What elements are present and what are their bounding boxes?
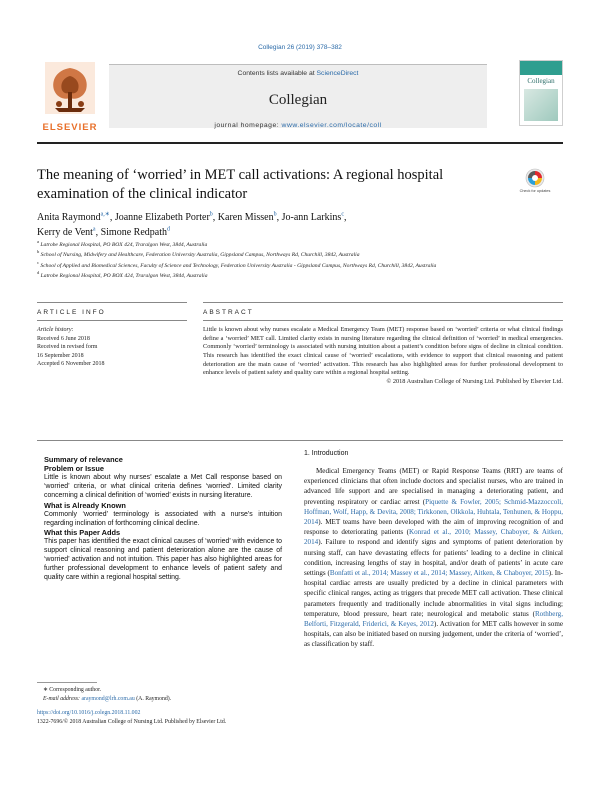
contents-available-line xyxy=(109,70,487,77)
history-line: Received 6 June 2018 xyxy=(37,335,90,342)
email-suffix: (A. Raymond). xyxy=(136,695,172,702)
intro-text: ). MET teams have been developed with the aim of improving recognition of and response to deteriorating patients ( xyxy=(304,518,563,537)
abstract-body xyxy=(203,326,563,387)
elsevier-wordmark: ELSEVIER xyxy=(42,122,98,133)
check-for-updates-icon xyxy=(521,168,549,200)
cover-band xyxy=(520,61,562,75)
author[interactable]: Joanne Elizabeth Porter$^b$ xyxy=(114,211,213,223)
check-updates-label: Check for updates xyxy=(519,189,551,193)
corresponding-author-note: ∗ Corresponding author. xyxy=(43,687,102,693)
info-top-rule xyxy=(37,302,187,303)
homepage-prefix: journal homepage: xyxy=(214,122,280,129)
cover-image xyxy=(524,89,558,121)
contents-prefix: Contents lists available at xyxy=(237,70,315,77)
affiliation: $^c$ School of Applied and Biomedical Sciences, Faculty of Science and Technology, Federation University Australia - Gippsland Campus, Northways Rd, Churchill, 3842, Australia xyxy=(37,259,437,269)
abstract-copyright: © 2018 Australian College of Nursing Ltd. Published by Elsevier Ltd. xyxy=(386,377,563,385)
sciencedirect-link[interactable]: ScienceDirect xyxy=(316,70,359,77)
author[interactable]: Jo-ann Larkins$^c$ xyxy=(281,211,344,223)
citation-link[interactable]: Konrad et al., 2010; Massey, Chaboyer, & Aitken, 2014 xyxy=(304,528,563,547)
footnotes xyxy=(37,686,287,726)
journal-reference[interactable]: Collegian 26 (2019) 378–382 xyxy=(258,44,342,51)
footnote-rule xyxy=(37,682,97,683)
citation-link[interactable]: Piquette & Fowler, 2005; Schmid-Mazzoccoli, Hoffman, Wolf, Happ, & Devita, 2008; Tirkkonen, Olkkola, Huhtala, Tenhunen, & Hoppu, 2014 xyxy=(304,497,563,527)
article-title: The meaning of ‘worried’ in MET call activations: A regional hospital examination of the clinical indicator xyxy=(37,167,444,202)
affiliation: $^d$ Latrobe Regional Hospital, PO BOX 424, Traralgon West, 3844, Australia xyxy=(37,270,208,280)
known-heading: What is Already Known xyxy=(44,500,126,510)
journal-title: Collegian xyxy=(268,92,328,108)
intro-text: ). In-hospital cardiac arrests are usually predicted by a decline in clinical parameters with specific clinical ranges, acting as triggers that precede MET call activation. These clinical parameters frequently and traditionally include abnormalities in vital signs including; temperature, blood pressure, heart rate; neurological and metabolic status ( xyxy=(304,569,564,618)
author[interactable]: Anita Raymond$^{a,∗}$ xyxy=(37,211,110,223)
introduction-paragraph xyxy=(304,466,563,650)
history-line: 16 September 2018 xyxy=(37,352,84,359)
affiliation: $^b$ School of Nursing, Midwifery and Healthcare, Federation University Australia, Gippsland Campus, Northways Rd, Churchill, 3842, Australia xyxy=(37,249,360,259)
cover-title: Collegian xyxy=(527,77,555,85)
history-line: Received in revised form xyxy=(37,344,98,350)
intro-text: ). Activation for MET calls however in some hospitals, can also be initiated based on nursing judgement, under the criteria of ‘worried’, as classification by staff. xyxy=(304,620,563,649)
info-heading-rule xyxy=(37,320,187,321)
abstract-heading-rule xyxy=(203,320,563,321)
masthead-divider xyxy=(37,142,563,144)
history-label: Article history: xyxy=(37,327,74,333)
known-text: Commonly ‘worried’ terminology is associated with a nurse’s intuition regarding inclination of forthcoming clinical decline. xyxy=(44,510,282,527)
problem-text: Little is known about why nurses’ escalate a Met Call response based on ‘worried’ criteria, or what clinical criteria defines ‘worried’. Limited clarity concerning a clinical definition of ‘worried’ exists in nursing literature. xyxy=(44,474,282,499)
elsevier-logo xyxy=(37,60,103,135)
journal-homepage-line xyxy=(109,122,487,129)
affiliation: $^a$ Latrobe Regional Hospital, PO BOX 424, Traralgon West, 3844, Australia xyxy=(37,239,208,248)
affiliation-list xyxy=(37,241,537,283)
introduction-heading: 1. Introduction xyxy=(304,450,349,457)
check-for-updates-badge[interactable] xyxy=(521,168,549,200)
author[interactable]: Karen Missen$^b$ xyxy=(217,211,277,223)
problem-heading: Problem or Issue xyxy=(44,464,104,473)
author[interactable]: Simone Redpath$^d$ xyxy=(100,226,170,238)
abstract-bottom-rule xyxy=(37,440,563,441)
citation-link[interactable]: Bonfatti et al., 2014; Massey et al., 2014; Massey, Aitken, & Chaboyer, 2015 xyxy=(329,569,549,578)
abstract-top-rule xyxy=(203,302,563,303)
journal-cover-thumbnail[interactable] xyxy=(519,60,563,126)
adds-text: This paper has identified the exact clinical causes of ‘worried’ with evidence to support clinical reasoning and patient deterioration alone are the cause of ‘worried’ activation and not intuition. This paper has also highlighted areas for further professional development to enhance levels of patient safety and quality care within a regional hospital setting. xyxy=(44,538,282,581)
elsevier-tree-icon xyxy=(45,62,95,114)
adds-heading: What this Paper Adds xyxy=(44,528,121,537)
issn-line: 1322-7696/© 2018 Australian College of Nursing Ltd. Published by Elsevier Ltd. xyxy=(37,718,227,725)
homepage-link[interactable]: www.elsevier.com/locate/coll xyxy=(281,122,382,129)
article-history xyxy=(37,326,187,369)
email-link[interactable]: araymond@lrh.com.au xyxy=(81,695,135,702)
intro-text: Medical Emergency Teams (MET) or Rapid Response Teams (RRT) are teams of experienced clinicians that often include doctors and specialist nurses, who are trained in advanced life support and are specialised in managing a deteriorating patient, and preventing respiratory or cardiac arrest ( xyxy=(304,467,563,506)
summary-heading: Summary of relevance xyxy=(44,455,123,464)
abstract-heading: ABSTRACT xyxy=(203,309,254,316)
abstract-text: Little is known about why nurses escalate a Medical Emergency Team (MET) response based on ‘worried’ criteria or what clinical findings define a ‘worried’ MET call. Limited clarity exists in nursing literature regarding the clinical definition of ‘worried’ in medical emergencies. Commonly ‘worried’ terminology is associated with nursing intuition about a patient’s condition before signs of decline in clinical condition. This research has identified the exact clinical cause of ‘worried’ escalations, with evidence to support that clinical reasoning and patient deterioration are the main cause of ‘worried’ activation. This research has also highlighted areas for further professional development to enhance levels of patient safety and quality care within a regional hospital setting. xyxy=(203,326,563,377)
email-line xyxy=(37,695,287,704)
intro-text: ). Failure to respond and identify signs and symptoms of patient deterioration by nursing staff, can have devastating effects for patients’ leading to a decline in clinical condition, increasing lengths of stay in hospital, and/or death of patients’ in acute care settings ( xyxy=(304,538,563,578)
citation-link[interactable]: Rothberg, Belforti, Fitzgerald, Friderici, & Keyes, 2012 xyxy=(304,609,563,629)
history-line: Accepted 6 November 2018 xyxy=(37,361,105,367)
author[interactable]: Kerry de Vent$^a$ xyxy=(37,226,96,238)
doi-link[interactable]: https://doi.org/10.1016/j.colegn.2018.11.002 xyxy=(37,710,141,716)
masthead-center xyxy=(109,64,487,128)
journal-masthead xyxy=(37,60,563,135)
article-info-heading: ARTICLE INFO xyxy=(37,309,106,316)
email-label: E-mail address: xyxy=(43,695,80,702)
author-list: Anita Raymond$^{a,∗}$, Joanne Elizabeth Porter$^b$, Karen Missen$^b$, Jo-ann Larkins$^c$, Kerry de Vent$^a$, Simone Redpath$^d$ xyxy=(37,211,347,238)
summary-of-relevance-box xyxy=(44,455,282,583)
